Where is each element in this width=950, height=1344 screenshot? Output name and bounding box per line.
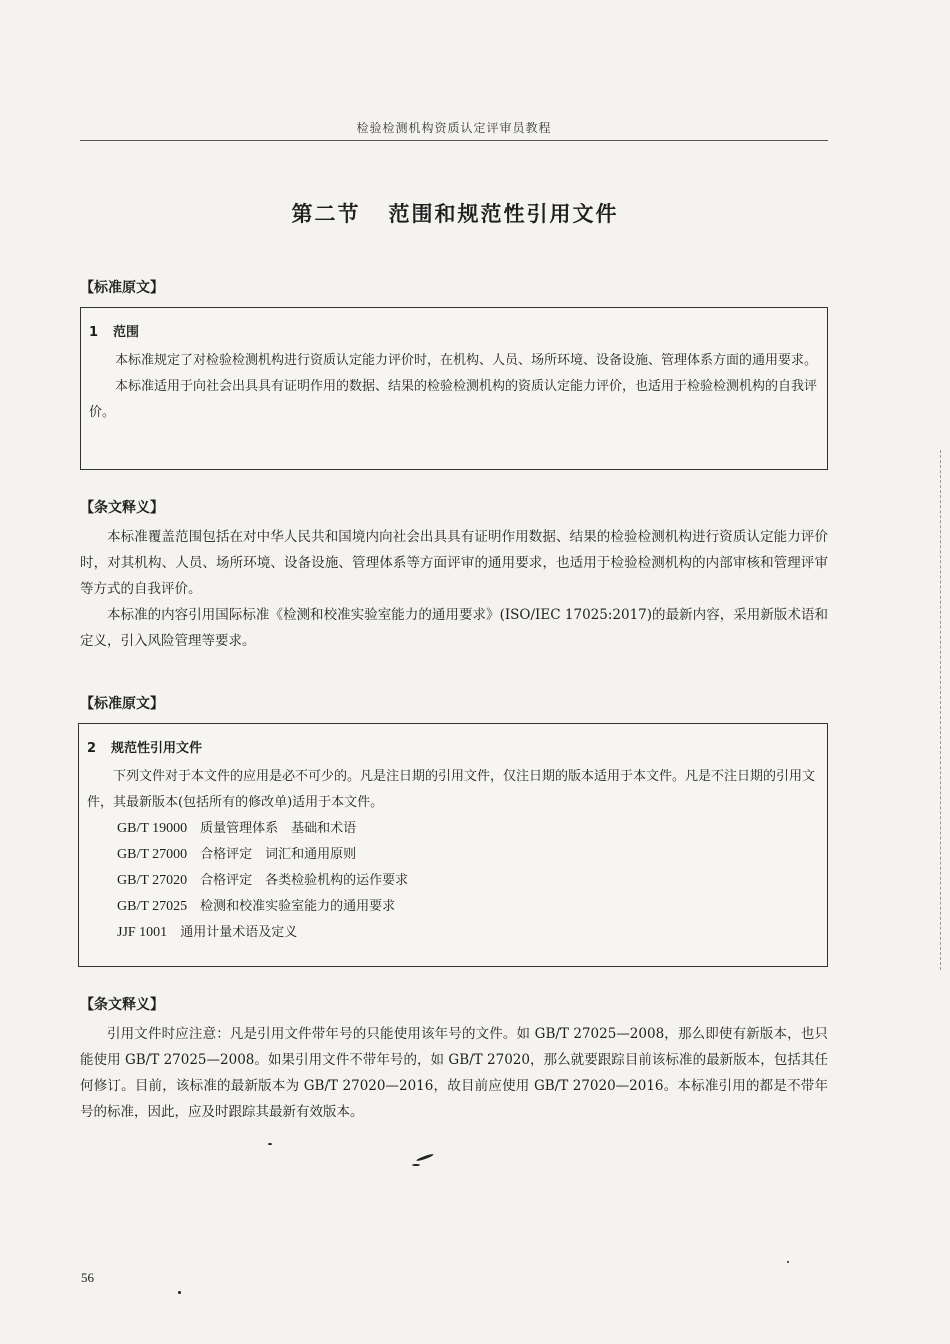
scan-speck	[787, 1261, 789, 1263]
reference-item	[87, 842, 817, 868]
scan-speck	[268, 1143, 272, 1145]
standard-text-box-references	[78, 723, 828, 967]
interpretation-text-1	[80, 524, 828, 654]
clause-title: 规范性引用文件	[111, 741, 203, 756]
reference-title: 通用计量术语及定义	[180, 925, 298, 940]
header-rule	[80, 140, 828, 141]
standard-original-label-1: 【标准原文】	[80, 280, 164, 296]
interpretation-label-2: 【条文释义】	[80, 997, 164, 1013]
body-paragraph: 本标准覆盖范围包括在对中华人民共和国境内向社会出具具有证明作用数据、结果的检验检测机构进行资质认定能力评价时，对其机构、人员、场所环境、设备设施、管理体系等方面评审的通用要求，也适用于检验检测机构的内部审核和管理评审等方式的自我评价。	[80, 529, 828, 597]
reference-code: GB/T 27025	[117, 899, 188, 914]
body-paragraph: 引用文件时应注意：凡是引用文件带年号的只能使用该年号的文件。如 GB/T 27025—2008，那么即使有新版本，也只能使用 GB/T 27025—2008。如果引用文件不带年号的，如 GB/T 27020，那么就要跟踪目前该标准的最新版本，包括其任何修订。目前，该标准的最新版本为 GB/T 27020—2016，故目前应使用 GB/T 27020—2016。本标准引用的都是不带年号的标准，因此，应及时跟踪其最新有效版本。	[80, 1026, 828, 1120]
interpretation-text-2	[80, 1021, 828, 1125]
reference-code: JJF 1001	[117, 925, 168, 940]
reference-code: GB/T 27000	[117, 847, 188, 862]
reference-title: 质量管理体系 基础和术语	[200, 821, 357, 836]
standard-text-box-scope	[80, 307, 828, 470]
clause-heading-references	[87, 736, 817, 762]
body-paragraph: 本标准的内容引用国际标准《检测和校准实验室能力的通用要求》(ISO/IEC 17025:2017)的最新内容，采用新版术语和定义，引入风险管理等要求。	[80, 607, 828, 649]
scan-speck	[412, 1164, 420, 1166]
reference-title: 合格评定 词汇和通用原则	[200, 847, 357, 862]
clause-number: 1	[89, 325, 99, 340]
scan-speck	[416, 1153, 434, 1162]
section-heading: 范围和规范性引用文件	[388, 202, 619, 226]
running-head: 检验检测机构资质认定评审员教程	[356, 121, 552, 135]
reference-item	[87, 920, 817, 946]
clause-number: 2	[87, 741, 97, 756]
reference-code: GB/T 27020	[117, 873, 188, 888]
reference-item	[87, 868, 817, 894]
reference-item	[87, 816, 817, 842]
interpretation-label-1: 【条文释义】	[80, 500, 164, 516]
clause-paragraph: 本标准规定了对检验检测机构进行资质认定能力评价时，在机构、人员、场所环境、设备设施、管理体系方面的通用要求。	[115, 353, 818, 368]
clause-title: 范围	[113, 325, 140, 340]
reference-title: 检测和校准实验室能力的通用要求	[200, 899, 396, 914]
section-title	[0, 198, 910, 228]
standard-original-label-2: 【标准原文】	[80, 696, 164, 712]
scan-speck	[178, 1291, 181, 1294]
section-number: 第二节	[291, 202, 361, 226]
scan-edge-line	[940, 450, 941, 970]
reference-title: 合格评定 各类检验机构的运作要求	[200, 873, 409, 888]
clause-paragraph: 下列文件对于本文件的应用是必不可少的。凡是注日期的引用文件，仅注日期的版本适用于本文件。凡是不注日期的引用文件，其最新版本(包括所有的修改单)适用于本文件。	[87, 769, 816, 810]
clause-paragraph: 本标准适用于向社会出具具有证明作用的数据、结果的检验检测机构的资质认定能力评价，也适用于检验检测机构的自我评价。	[89, 379, 818, 420]
reference-item	[87, 894, 817, 920]
clause-heading-scope	[89, 320, 817, 346]
page-number: 56	[81, 1270, 94, 1285]
reference-code: GB/T 19000	[117, 821, 188, 836]
